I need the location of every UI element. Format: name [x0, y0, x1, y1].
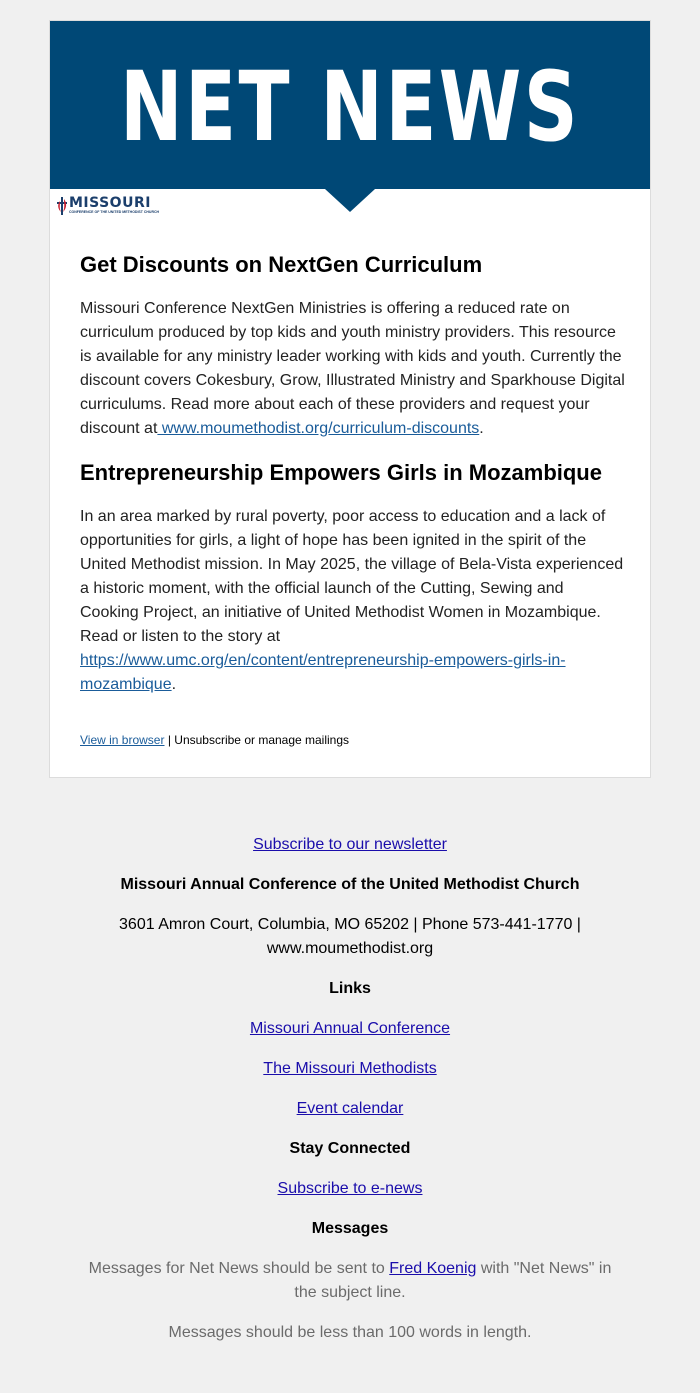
newsletter-card: [49, 20, 651, 778]
org-name: Missouri Annual Conference of the United Methodist Church: [120, 876, 580, 893]
article-body: In an area marked by rural poverty, poor access to education and a lack of opportunities for girls, a light of hope has been ignited in the spirit of the United Methodist mission. In May 2025, the village of Bela-Vista experienced a historic moment, with the official launch of the Cutting, Sewing and Cooking Project, an initiative of United Methodist Women in Mozambique. Read or listen to the story at https://www.umc.org/en/content/entrepreneurship-empowers-girls-in-mozambique.: [80, 508, 624, 693]
umc-story-link[interactable]: https://www.umc.org/en/content/entrepreneurship-empowers-girls-in-mozambique: [80, 652, 566, 693]
cross-flame-icon: [56, 195, 68, 217]
calendar-link-row: [0, 1097, 700, 1121]
conference-link-row: [0, 1017, 700, 1041]
fred-koenig-link[interactable]: Fred Koenig: [389, 1260, 477, 1277]
logo-subtitle: CONFERENCE OF THE UNITED METHODIST CHURCH: [69, 210, 160, 214]
address-line: 3601 Amron Court, Columbia, MO 65202 | Phone 573-441-1770 |: [119, 916, 581, 933]
stay-connected-heading: Stay Connected: [289, 1140, 411, 1157]
event-calendar-link[interactable]: Event calendar: [296, 1100, 404, 1117]
logo-wordmark: MISSOURI: [69, 195, 151, 211]
messages-length-note: Messages should be less than 100 words in length.: [168, 1324, 532, 1341]
article-title: Entrepreneurship Empowers Girls in Mozambique: [80, 460, 602, 485]
messages-instructions-cont: the subject line.: [294, 1284, 406, 1301]
enews-link-row: [0, 1177, 700, 1201]
unsubscribe-link[interactable]: Unsubscribe or manage mailings: [174, 733, 350, 747]
missouri-conference-logo: [56, 195, 166, 217]
website-text: www.moumethodist.org: [266, 940, 434, 957]
subscribe-newsletter-link[interactable]: Subscribe to our newsletter: [253, 836, 447, 853]
messages-heading: Messages: [311, 1220, 389, 1237]
messages-instructions: Messages for Net News should be sent to Fred Koenig with "Net News" in: [88, 1260, 612, 1277]
banner-notch: [325, 189, 375, 212]
article-title: Get Discounts on NextGen Curriculum: [80, 252, 483, 277]
links-heading: Links: [329, 980, 371, 997]
subscribe-enews-link[interactable]: Subscribe to e-news: [277, 1180, 423, 1197]
newsletter-title: NET NEWS: [119, 51, 581, 163]
curriculum-discounts-link[interactable]: www.moumethodist.org/curriculum-discounts: [157, 420, 480, 437]
missouri-methodists-link[interactable]: The Missouri Methodists: [263, 1060, 437, 1077]
missouri-annual-conference-link[interactable]: Missouri Annual Conference: [249, 1020, 451, 1037]
view-in-browser-link[interactable]: View in browser: [80, 733, 165, 747]
card-footer: View in browser | Unsubscribe or manage mailings: [80, 733, 350, 747]
header-banner: [50, 21, 650, 189]
subscribe-newsletter-row: [0, 833, 700, 857]
methodists-link-row: [0, 1057, 700, 1081]
article-body: Missouri Conference NextGen Ministries is offering a reduced rate on curriculum produced by top kids and youth ministry providers. This resource is available for any ministry leader working with kids and youth. Currently the discount covers Cokesbury, Grow, Illustrated Ministry and Sparkhouse Digital curriculums. Read more about each of these providers and request your discount at www.moumethodist.org/curriculum-discounts.: [80, 300, 625, 437]
